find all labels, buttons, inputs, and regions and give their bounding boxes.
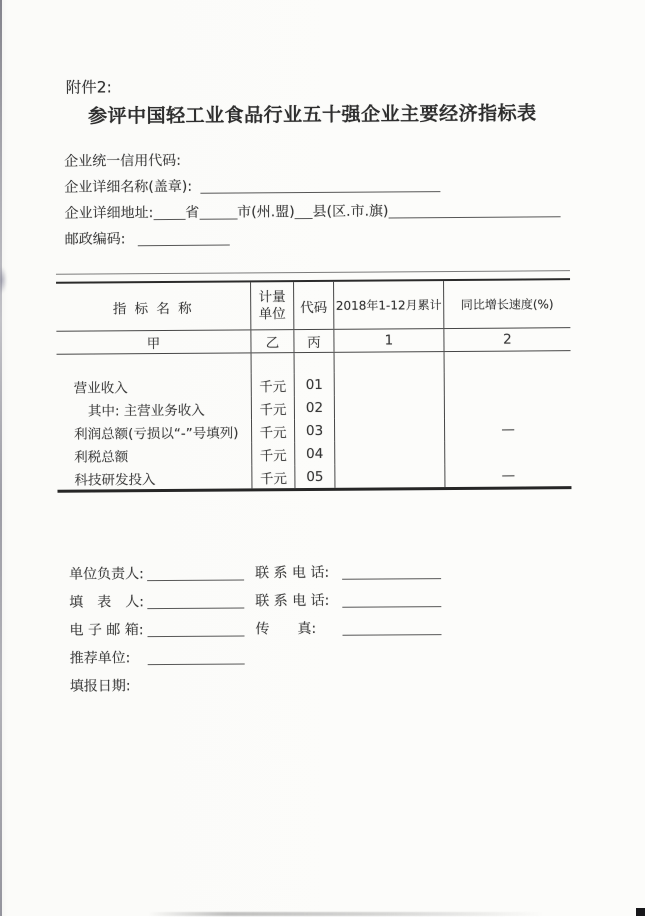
row-name: 科技研发投入 — [74, 471, 156, 489]
company-name-row — [64, 173, 584, 203]
address-row — [64, 199, 584, 229]
responsible-person-row — [69, 560, 441, 591]
header-indicator-name: 指 标 名 称 — [112, 300, 194, 317]
row-unit: 千元 — [251, 396, 294, 419]
header-period: 2018年1-12月累计 — [333, 281, 443, 329]
row-name: 利税总额 — [74, 448, 129, 466]
table-grid — [56, 278, 571, 493]
address-detail-blank — [388, 201, 560, 218]
row-code: 05 — [294, 465, 334, 488]
province-blank — [153, 204, 185, 220]
row-code: 02 — [294, 396, 334, 419]
row-name: 营业收入 — [73, 379, 128, 397]
fill-date-label: 填报日期: — [69, 678, 131, 695]
recommender-blank — [148, 648, 245, 665]
contact-section — [69, 560, 442, 703]
postal-code-row — [65, 225, 585, 255]
document-title: 参评中国轻工业食品行业五十强企业主要经济指标表 — [88, 102, 537, 128]
row-growth-value — [444, 394, 571, 418]
table-code-letter-row — [56, 327, 570, 355]
phone2-blank — [342, 591, 441, 608]
email-row — [69, 616, 441, 647]
header-unit: 计量 单位 — [250, 282, 293, 329]
postal-code-label: 邮政编码: — [64, 231, 126, 248]
form-filler-blank — [147, 592, 244, 609]
header-code: 代码 — [293, 282, 333, 329]
company-info-section — [64, 147, 585, 255]
company-name-label: 企业详细名称(盖章): — [64, 178, 193, 196]
province-label: 省 — [185, 204, 200, 221]
row-code: 04 — [294, 442, 334, 465]
code-letter-growth: 2 — [443, 328, 570, 351]
row-period-value — [334, 372, 444, 396]
table-header-row — [56, 280, 570, 331]
credit-code-label: 企业统一信用代码: — [64, 152, 181, 170]
row-period-value — [334, 441, 444, 465]
row-period-value — [334, 464, 444, 488]
row-period-value — [334, 418, 444, 442]
row-unit: 千元 — [251, 373, 294, 396]
county-blank — [295, 203, 313, 219]
fill-date-row — [70, 672, 442, 703]
row-growth-value — [444, 440, 571, 464]
row-unit: 千元 — [251, 442, 294, 465]
recommender-label: 推荐单位: — [69, 650, 131, 667]
company-name-blank — [200, 176, 440, 194]
county-label: 县(区.市.旗) — [312, 203, 389, 220]
phone1-label: 联 系 电 话: — [255, 564, 330, 582]
recommender-row — [70, 644, 442, 675]
row-name: 利润总额(亏损以“-”号填列) — [74, 424, 239, 443]
form-filler-label: 填 表 人: — [69, 594, 145, 611]
header-growth: 同比增长速度(%) — [443, 280, 570, 328]
responsible-person-blank — [147, 564, 244, 581]
postal-code-blank — [137, 230, 229, 247]
row-code: 03 — [294, 419, 334, 442]
fax-blank — [342, 619, 441, 636]
row-growth-value: — — [444, 417, 571, 441]
code-letter-code: 丙 — [293, 330, 333, 352]
form-filler-row — [69, 588, 441, 619]
attachment-label: 附件2: — [65, 78, 112, 97]
fax-label: 传 真: — [255, 620, 317, 638]
row-code: 01 — [294, 373, 334, 396]
code-letter-period: 1 — [333, 329, 443, 352]
table-top-thin-rule — [56, 270, 570, 275]
address-label: 企业详细地址: — [64, 205, 154, 222]
email-blank — [147, 620, 244, 637]
responsible-person-label: 单位负责人: — [69, 566, 144, 583]
row-growth-value — [444, 371, 571, 395]
row-growth-value: — — [444, 463, 571, 487]
email-label: 电 子 邮 箱: — [69, 622, 144, 639]
row-unit: 千元 — [251, 419, 294, 442]
table-row — [57, 463, 571, 490]
city-label: 市(州.盟) — [237, 204, 295, 221]
code-letter-indicator: 甲 — [146, 336, 161, 353]
row-period-value — [334, 395, 444, 419]
code-letter-unit: 乙 — [250, 330, 293, 352]
indicators-table — [56, 270, 572, 493]
city-blank — [199, 204, 237, 220]
row-name: 其中: 主营业务收入 — [87, 402, 205, 420]
phone1-blank — [342, 563, 441, 580]
row-unit: 千元 — [251, 465, 294, 488]
credit-code-row — [64, 147, 584, 177]
phone2-label: 联 系 电 话: — [255, 592, 330, 610]
